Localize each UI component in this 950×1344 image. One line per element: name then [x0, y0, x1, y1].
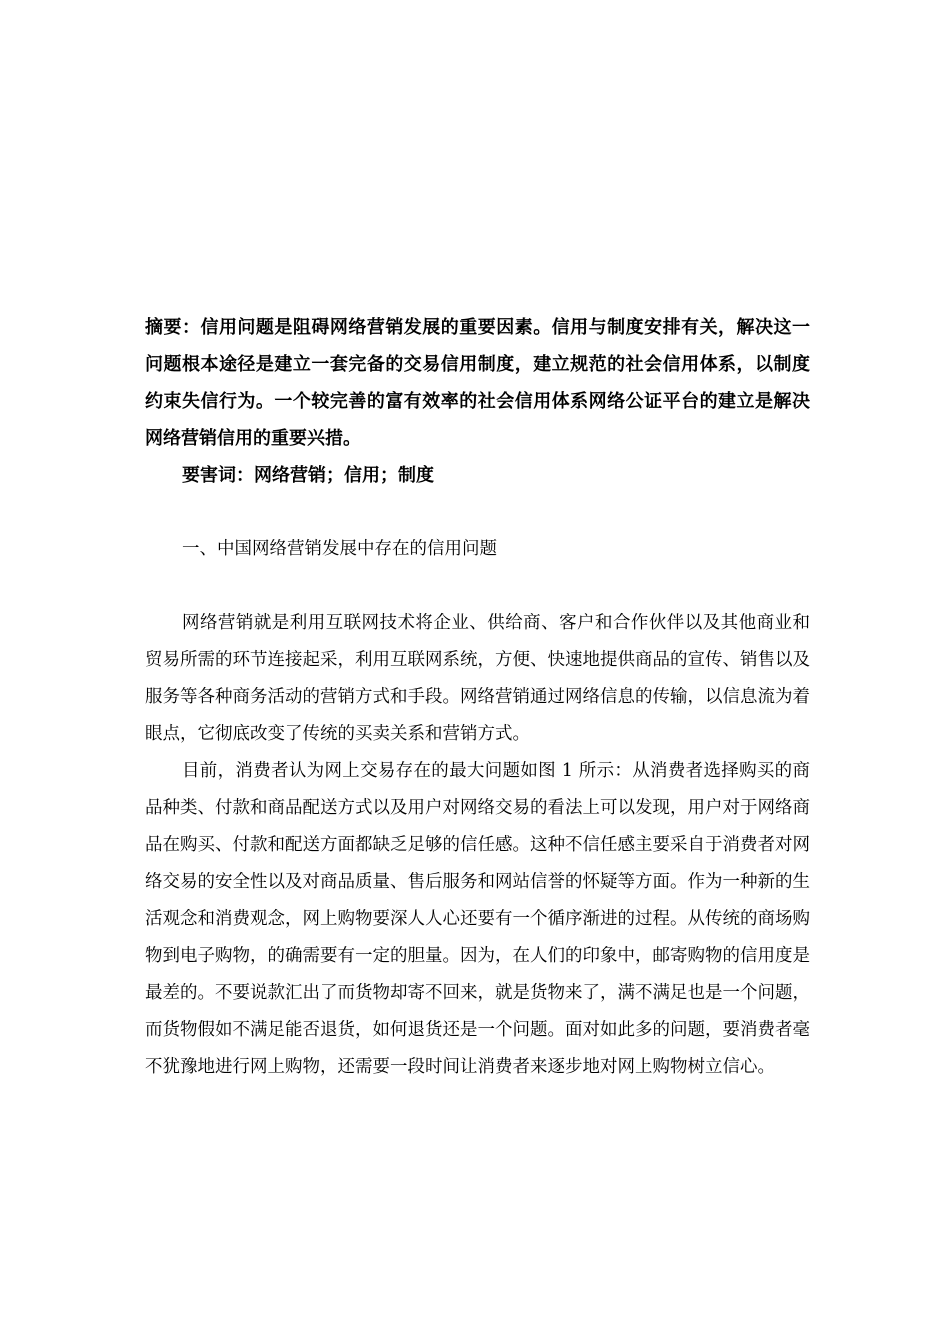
keywords-line: 要害词：网络营销；信用；制度 [182, 465, 434, 486]
abstract-paragraph: 摘要：信用问题是阻碍网络营销发展的重要因素。信用与制度安排有关，解决这一问题根本途径是建立一套完备的交易信用制度，建立规范的社会信用体系，以制度约束失信行为。一个较完善的富有效率的社会信用体系网络公证平台的建立是解决网络营销信用的重要兴措。 [145, 317, 810, 449]
body-paragraph: 网络营销就是利用互联网技术将企业、供给商、客户和合作伙伴以及其他商业和贸易所需的环节连接起采，利用互联网系统，方便、快速地提供商品的宣传、销售以及服务等各种商务活动的营销方式和手段。网络营销通过网络信息的传输，以信息流为着眼点，它彻底改变了传统的买卖关系和营销方式。 [145, 613, 810, 744]
body-paragraph: 目前，消费者认为网上交易存在的最大问题如图 1 所示：从消费者选择购买的商品种类、付款和商品配送方式以及用户对网络交易的看法上可以发现，用户对于网络商品在购买、付款和配送方面都缺乏足够的信任感。这种不信任感主要采自于消费者对网络交易的安全性以及对商品质量、售后服务和网站信誉的怀疑等方面。作为一种新的生活观念和消费观念，网上购物要深人人心还要有一个循序渐进的过程。从传统的商场购物到电子购物，的确需要有一定的胆量。因为，在人们的印象中，邮寄购物的信用度是最差的。不要说款汇出了而货物却寄不回来，就是货物来了，满不满足也是一个问题，而货物假如不满足能否退货，如何退货还是一个问题。面对如此多的问题，要消费者毫不犹豫地进行网上购物，还需要一段时间让消费者来逐步地对网上购物树立信心。 [145, 761, 810, 1077]
document-page [145, 309, 810, 1086]
section-heading: 一、中国网络营销发展中存在的信用问题 [182, 539, 497, 559]
